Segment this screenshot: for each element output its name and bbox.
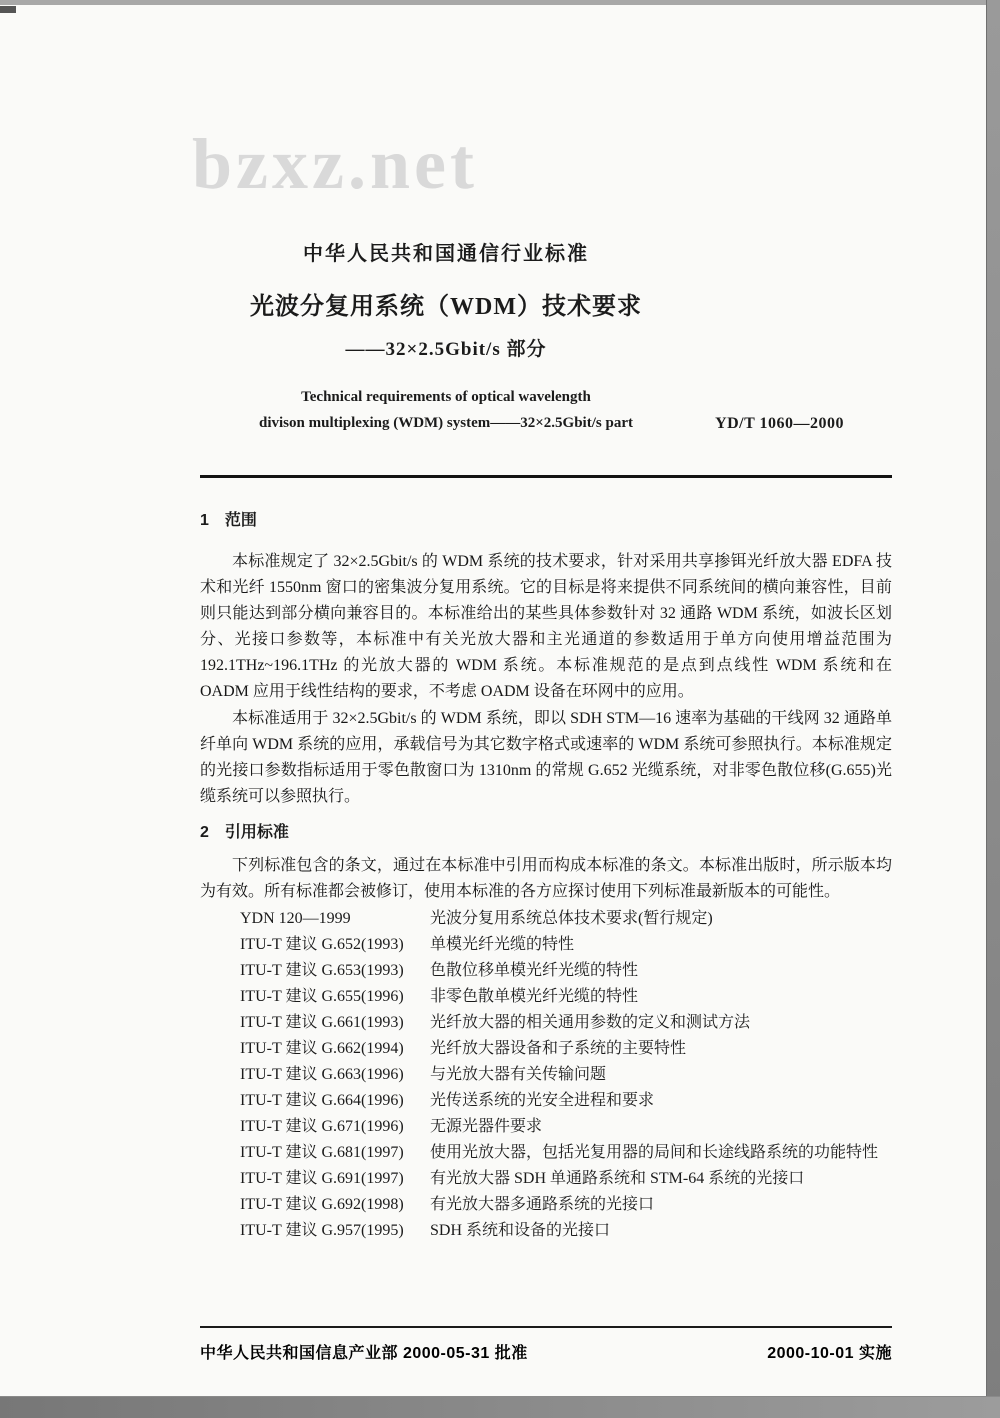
standard-number: YD/T 1060—2000 <box>715 415 844 432</box>
reference-item <box>240 1218 892 1244</box>
reference-item <box>240 1088 892 1114</box>
section-references <box>200 822 892 1244</box>
reference-item <box>240 984 892 1010</box>
reference-code: ITU-T 建议 G.691(1997) <box>240 1170 404 1187</box>
reference-code: ITU-T 建议 G.655(1996) <box>240 988 404 1005</box>
reference-list <box>200 906 892 1244</box>
scan-edge-mark <box>0 6 16 13</box>
reference-item <box>240 1114 892 1140</box>
reference-title: 使用光放大器，包括光复用器的局间和长途线路系统的功能特性 <box>430 1144 879 1161</box>
reference-item <box>240 1036 892 1062</box>
reference-title: 与光放大器有关传输问题 <box>430 1066 607 1083</box>
reference-item <box>240 1192 892 1218</box>
footer-divider <box>200 1326 892 1328</box>
header-divider <box>200 475 892 478</box>
standard-type: 中华人民共和国通信行业标准 <box>303 243 589 265</box>
scan-edge-top <box>0 0 1000 5</box>
scan-edge-bottom <box>0 1396 1000 1418</box>
reference-code: ITU-T 建议 G.664(1996) <box>240 1092 404 1109</box>
reference-item <box>240 1062 892 1088</box>
reference-title: 单模光纤光缆的特性 <box>430 936 575 953</box>
reference-title: 光传送系统的光安全进程和要求 <box>430 1092 655 1109</box>
reference-code: ITU-T 建议 G.957(1995) <box>240 1222 404 1239</box>
reference-code: ITU-T 建议 G.662(1994) <box>240 1040 404 1057</box>
reference-code: ITU-T 建议 G.692(1998) <box>240 1196 404 1213</box>
footer-effective-date: 2000-10-01 实施 <box>767 1345 892 1362</box>
reference-title: 有光放大器多通路系统的光接口 <box>430 1196 655 1213</box>
reference-code: YDN 120—1999 <box>240 910 351 927</box>
section-1-paragraph-1: 本标准规定了 32×2.5Gbit/s 的 WDM 系统的技术要求，针对采用共享掺铒光纤放大器 EDFA 技术和光纤 1550nm 窗口的密集波分复用系统。它的目标是将来提供不同系统间的横向兼容性，目前则只能达到部分横向兼容目的。本标准给出的某些具体参数针对 32 通路 WDM 系统，如波长区划分、光接口参数等，本标准中有关光放大器和主光通道的参数适用于单方向使用增益范围为 192.1THz~196.1THz 的光放大器的 WDM 系统。本标准规范的是点到点线性 WDM 系统和在 OADM 应用于线性结构的要求，不考虑 OADM 设备在环网中的应用。 <box>200 553 892 700</box>
reference-title: 光纤放大器的相关通用参数的定义和测试方法 <box>430 1014 751 1031</box>
reference-title: 色散位移单模光纤光缆的特性 <box>430 962 639 979</box>
document-content <box>200 0 892 1244</box>
section-1-paragraph-2: 本标准适用于 32×2.5Gbit/s 的 WDM 系统，即以 SDH STM—16 速率为基础的干线网 32 通路单纤单向 WDM 系统的应用，承载信号为其它数字格式或速率的 WDM 系统可参照执行。本标准规定的光接口参数指标适用于零色散窗口为 1310nm 的常规 G.652 光缆系统，对非零色散位移(G.655)光缆系统可以参照执行。 <box>200 710 892 805</box>
reference-code: ITU-T 建议 G.663(1996) <box>240 1066 404 1083</box>
reference-title: 无源光器件要求 <box>430 1118 543 1135</box>
reference-item <box>240 1010 892 1036</box>
reference-code: ITU-T 建议 G.653(1993) <box>240 962 404 979</box>
reference-code: ITU-T 建议 G.671(1996) <box>240 1118 404 1135</box>
reference-title: 有光放大器 SDH 单通路系统和 STM-64 系统的光接口 <box>430 1170 805 1187</box>
watermark: bzxz.net <box>192 124 478 204</box>
footer-approval: 中华人民共和国信息产业部 2000-05-31 批准 <box>200 1345 528 1362</box>
section-1-heading: 1 范围 <box>200 512 257 529</box>
reference-title: SDH 系统和设备的光接口 <box>430 1222 611 1239</box>
reference-code: ITU-T 建议 G.681(1997) <box>240 1144 404 1161</box>
page-footer <box>200 1326 892 1363</box>
reference-item <box>240 932 892 958</box>
document-title-cn: 光波分复用系统（WDM）技术要求 <box>250 294 642 320</box>
section-2-heading: 2 引用标准 <box>200 824 289 841</box>
document-title-en-line1: Technical requirements of optical wavelength <box>301 389 591 405</box>
document-title-en-line2-row <box>200 414 892 433</box>
reference-item <box>240 958 892 984</box>
reference-title: 光波分复用系统总体技术要求(暂行规定) <box>430 910 713 927</box>
section-scope <box>200 510 892 810</box>
reference-title: 非零色散单模光纤光缆的特性 <box>430 988 639 1005</box>
reference-title: 光纤放大器设备和子系统的主要特性 <box>430 1040 687 1057</box>
reference-item <box>240 1140 892 1166</box>
reference-code: ITU-T 建议 G.652(1993) <box>240 936 404 953</box>
document-title-en-line2: divison multiplexing (WDM) system——32×2.5Gbit/s part <box>259 415 633 431</box>
section-2-paragraph-1: 下列标准包含的条文，通过在本标准中引用而构成本标准的条文。本标准出版时，所示版本均为有效。所有标准都会被修订，使用本标准的各方应探讨使用下列标准最新版本的可能性。 <box>200 857 892 900</box>
document-subtitle-cn: ——32×2.5Gbit/s 部分 <box>345 339 547 360</box>
reference-item <box>240 1166 892 1192</box>
document-header <box>200 242 892 433</box>
reference-item <box>240 906 892 932</box>
reference-code: ITU-T 建议 G.661(1993) <box>240 1014 404 1031</box>
scan-edge-right <box>986 0 1000 1418</box>
